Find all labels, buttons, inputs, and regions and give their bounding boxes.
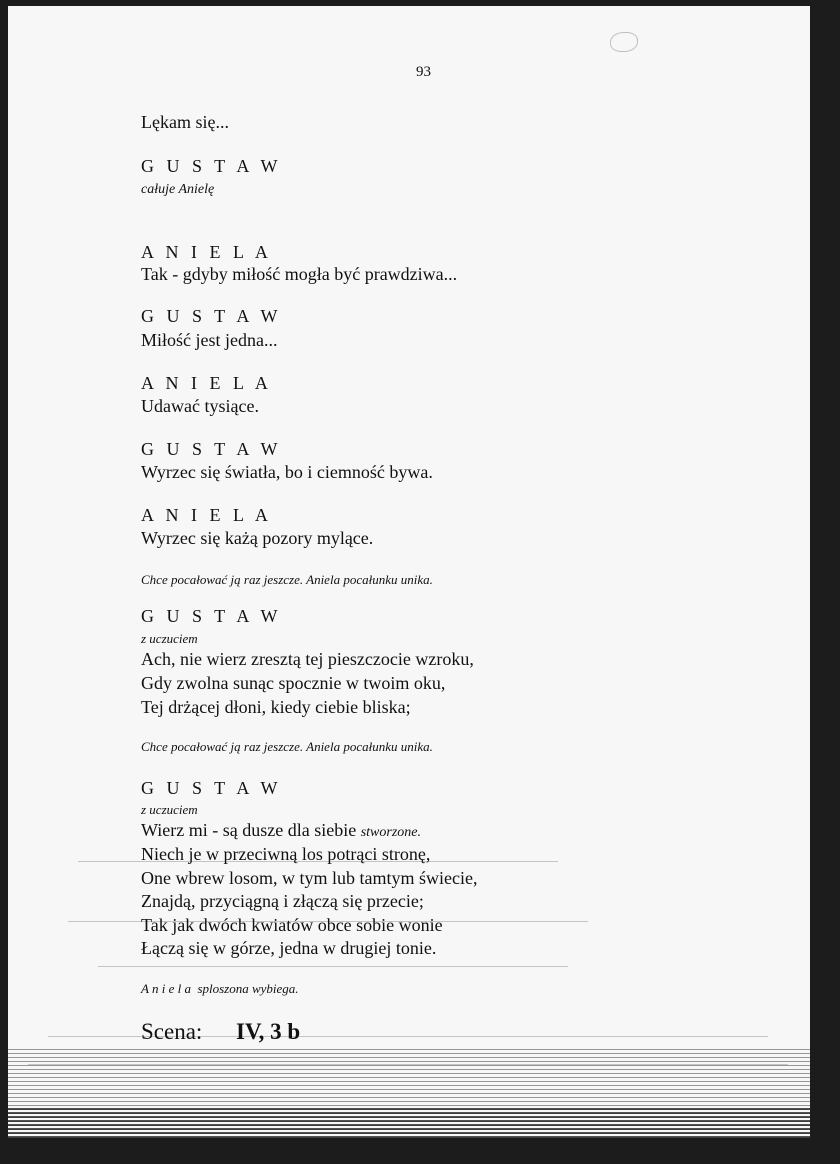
verse-line: One wbrew losom, w tym lub tamtym świecie, — [141, 868, 478, 888]
scan-mark — [610, 32, 638, 52]
verse-line-start: Wierz mi - są dusze dla siebie — [141, 820, 361, 840]
verse-line: Tak jak dwóch kwiatów obce sobie wonie — [141, 915, 443, 935]
verse-line: Tej drżącej dłoni, kiedy ciebie bliska; — [141, 697, 411, 717]
stage-direction: całuje Anielę — [141, 182, 215, 197]
speaker-name: G U S T A W — [141, 439, 282, 459]
speaker-name: A N I E L A — [141, 373, 272, 393]
stage-direction: z uczuciem — [141, 631, 198, 646]
dialogue-line: Wyrzec się światła, bo i ciemność bywa. — [141, 462, 433, 482]
page-number: 93 — [416, 64, 431, 80]
scene-value: IV, 3 b — [236, 1019, 301, 1044]
speaker-name: G U S T A W — [141, 156, 282, 176]
stage-direction: z uczuciem — [141, 802, 198, 817]
verse-line: Niech je w przeciwną los potrąci stronę, — [141, 844, 431, 864]
dialogue-line: Miłość jest jedna... — [141, 330, 278, 350]
verse-line-italic: stworzone. — [360, 825, 421, 840]
dialogue-line: Tak - gdyby miłość mogła być prawdziwa... — [141, 264, 458, 284]
verse-line: Łączą się w górze, jedna w drugiej tonie. — [141, 938, 437, 958]
verse-line: Znajdą, przyciągną i złączą się przecie; — [141, 891, 424, 911]
scan-streak — [98, 966, 568, 967]
speaker-name: A N I E L A — [141, 242, 272, 262]
speaker-name: G U S T A W — [141, 606, 282, 626]
verse-line: Gdy zwolna sunąc spocznie w twoim oku, — [141, 673, 446, 693]
scan-noise-dark — [8, 1108, 810, 1138]
verse-line — [141, 820, 421, 841]
speaker-name: G U S T A W — [141, 306, 282, 326]
opening-line: Lękam się... — [141, 112, 229, 132]
scene-label: Scena: — [141, 1019, 203, 1044]
stage-direction: Chce pocałować ją raz jeszcze. Aniela pocałunku unika. — [141, 739, 433, 754]
stage-direction: Chce pocałować ją raz jeszcze. Aniela pocałunku unika. — [141, 572, 433, 587]
verse-line: Ach, nie wierz zresztą tej pieszczocie wzroku, — [141, 649, 474, 669]
speaker-name: G U S T A W — [141, 778, 282, 798]
dialogue-line: Udawać tysiące. — [141, 396, 259, 416]
dialogue-line: Wyrzec się każą pozory mylące. — [141, 528, 374, 548]
speaker-name: A N I E L A — [141, 505, 272, 525]
exit-direction: A n i e l a sploszona wybiega. — [141, 981, 299, 996]
document-page — [8, 6, 810, 1138]
